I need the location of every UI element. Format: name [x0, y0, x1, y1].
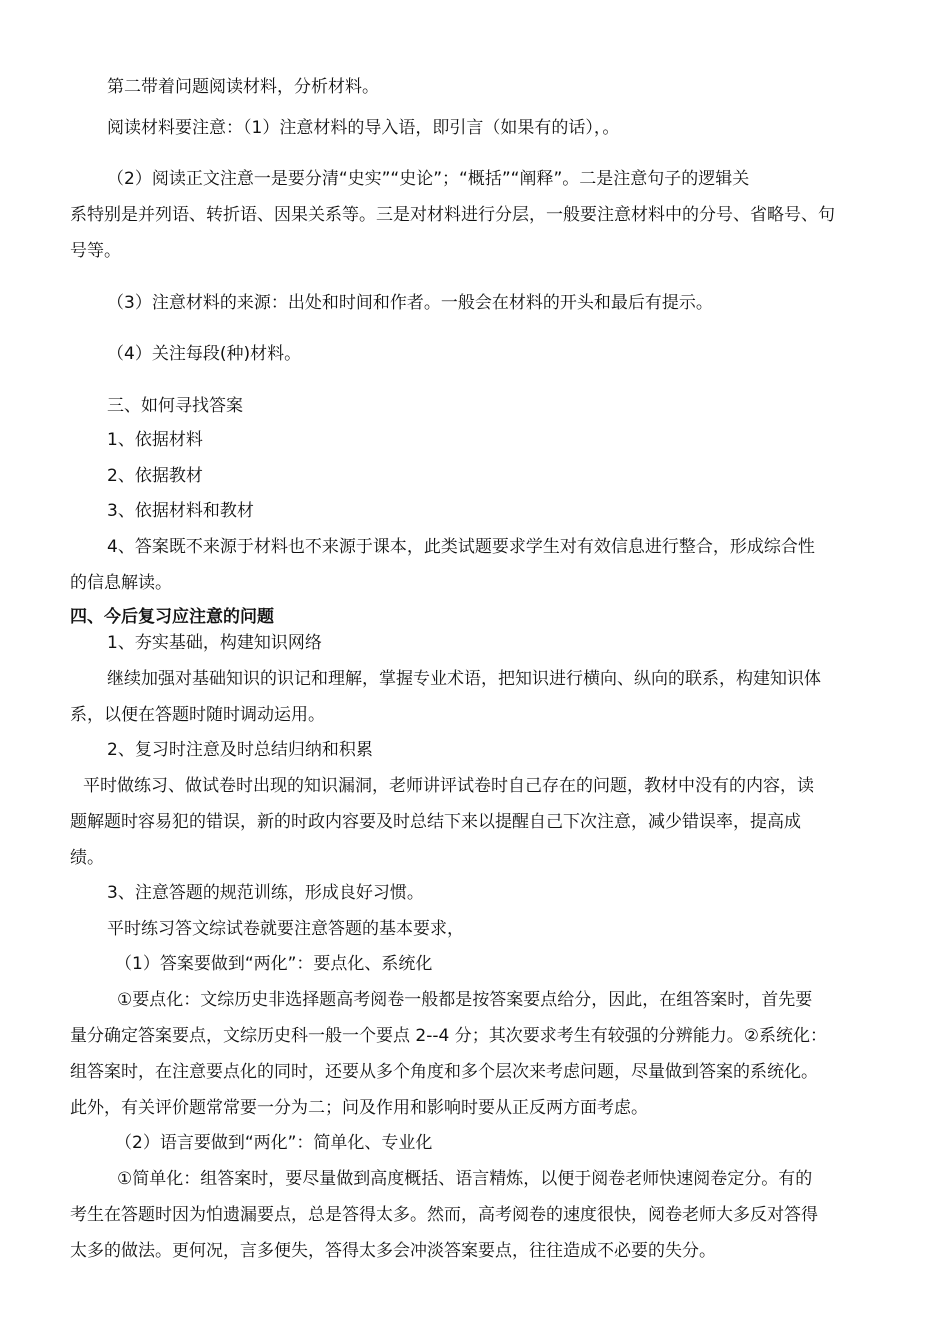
- list-item: 2、依据教材: [107, 466, 203, 486]
- paragraph-line: 太多的做法。更何况，言多便失，答得太多会冲淡答案要点，往往造成不必要的失分。: [70, 1241, 716, 1261]
- section-heading: 三、如何寻找答案: [107, 396, 243, 416]
- paragraph-line: 组答案时，在注意要点化的同时，还要从多个角度和多个层次来考虑问题，尽量做到答案的系统化。: [70, 1062, 818, 1082]
- paragraph-line: 第二带着问题阅读材料，分析材料。: [107, 77, 379, 97]
- subheading: 3、注意答题的规范训练，形成良好习惯。: [107, 883, 424, 903]
- paragraph-line: 平时做练习、做试卷时出现的知识漏洞，老师讲评试卷时自己存在的问题，教材中没有的内容，读: [83, 776, 814, 796]
- paragraph-line: 阅读材料要注意：（1）注意材料的导入语，即引言（如果有的话），。: [107, 118, 620, 138]
- paragraph-line: 继续加强对基础知识的识记和理解，掌握专业术语，把知识进行横向、纵向的联系，构建知识体: [107, 669, 821, 689]
- list-item: 4、答案既不来源于材料也不来源于课本，此类试题要求学生对有效信息进行整合，形成综合性: [107, 537, 815, 557]
- list-item: 3、依据材料和教材: [107, 501, 254, 521]
- paragraph-line: 号等。: [70, 241, 121, 261]
- paragraph-line: （2）阅读正文注意一是要分清“史实”“史论”；“概括”“阐释”。二是注意句子的逻辑关: [107, 169, 750, 189]
- paragraph-line: 系，以便在答题时随时调动运用。: [70, 705, 325, 725]
- paragraph-line: 平时练习答文综试卷就要注意答题的基本要求，: [107, 919, 464, 939]
- subheading: （1）答案要做到“两化”：要点化、系统化: [115, 954, 433, 974]
- paragraph-line: 量分确定答案要点，文综历史科一般一个要点 2--4 分；其次要求考生有较强的分辨能力。②系统化：: [70, 1026, 827, 1046]
- paragraph-line: （3）注意材料的来源：出处和时间和作者。一般会在材料的开头和最后有提示。: [107, 293, 713, 313]
- subheading: 1、夯实基础，构建知识网络: [107, 633, 322, 653]
- paragraph-line: ①简单化：组答案时，要尽量做到高度概括、语言精炼，以便于阅卷老师快速阅卷定分。有的: [117, 1169, 813, 1189]
- subheading: 2、复习时注意及时总结归纳和积累: [107, 740, 373, 760]
- paragraph-line: 系特别是并列语、转折语、因果关系等。三是对材料进行分层，一般要注意材料中的分号、省略号、句: [70, 205, 835, 225]
- paragraph-line: 考生在答题时因为怕遗漏要点，总是答得太多。然而，高考阅卷的速度很快，阅卷老师大多反对答得: [70, 1205, 818, 1225]
- section-heading: 四、今后复习应注意的问题: [70, 607, 274, 627]
- paragraph-line: 的信息解读。: [70, 573, 172, 593]
- paragraph-line: 绩。: [70, 848, 104, 868]
- paragraph-line: ①要点化：文综历史非选择题高考阅卷一般都是按答案要点给分，因此，在组答案时，首先要: [117, 990, 813, 1010]
- subheading: （2）语言要做到“两化”：简单化、专业化: [115, 1133, 433, 1153]
- paragraph-line: （4）关注每段(种)材料。: [107, 344, 302, 364]
- list-item: 1、依据材料: [107, 430, 203, 450]
- paragraph-line: 题解题时容易犯的错误，新的时政内容要及时总结下来以提醒自己下次注意，减少错误率，提高成: [70, 812, 801, 832]
- paragraph-line: 此外，有关评价题常常要一分为二；问及作用和影响时要从正反两方面考虑。: [70, 1098, 648, 1118]
